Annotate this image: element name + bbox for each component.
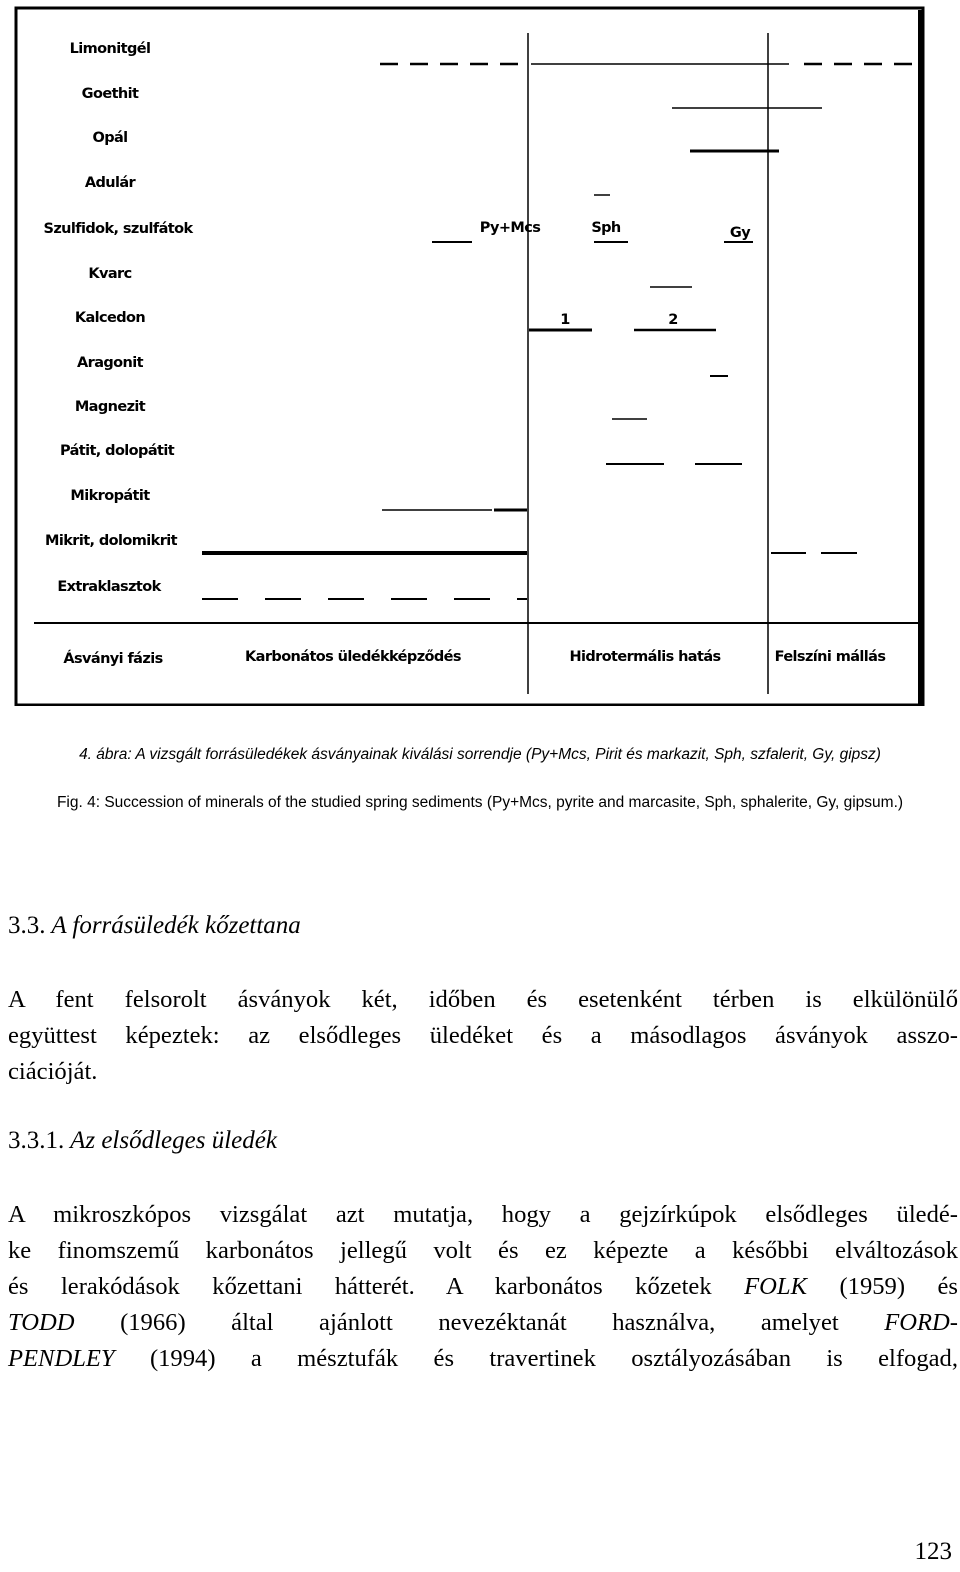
phase-label-patit: Pátit, dolopátit [59, 443, 175, 459]
figure-caption-hungarian: 4. ábra: A vizsgált forrásüledékek ásványainak kiválási sorrendje (Py+Mcs, Pirit és markazit, Sph, szfalerit, Gy, gipsz) [79, 746, 881, 763]
paragraph-line [8, 1305, 958, 1341]
section-paragraph [8, 982, 958, 1090]
section-title: A forrásüledék kőzettana [51, 912, 301, 939]
phase-label-szulfidok: Szulfidok, szulfátok [43, 221, 193, 237]
label-gy: Gy [729, 225, 751, 241]
label-2: 2 [668, 312, 678, 328]
subsection-heading [8, 1127, 277, 1155]
citation-folk: FOLK [744, 1273, 807, 1300]
paragraph-line: A mikroszkópos vizsgálat azt mutatja, hogy a gejzírkúpok elsődleges üledé- [8, 1201, 958, 1228]
phase-label-kvarc: Kvarc [88, 266, 132, 282]
stage-label-hidrotermalis: Hidrotermális hatás [569, 649, 721, 665]
subsection-title: Az elsődleges üledék [70, 1127, 277, 1154]
section-heading [8, 912, 301, 940]
text-run: és lerakódások kőzettani hátterét. A karbonátos kőzetek [8, 1273, 745, 1300]
phase-label-aragonit: Aragonit [77, 355, 143, 371]
figure-caption-english: Fig. 4: Succession of minerals of the studied spring sediments (Py+Mcs, pyrite and marcasite, Sph, sphalerite, Gy, gipsum.) [56, 794, 904, 811]
label-sph: Sph [591, 220, 621, 236]
paragraph-line: együttest képeztek: az elsődleges üledéket és a másodlagos ásványok asszo- [8, 1022, 958, 1049]
phase-label-extraklasztok: Extraklasztok [57, 579, 161, 595]
subsection-paragraph [8, 1197, 958, 1377]
range-bars [202, 64, 914, 599]
section-number: 3.3. [8, 912, 46, 939]
paragraph-line: A fent felsorolt ásványok két, időben és esetenként térben is elkülönülő [8, 986, 958, 1013]
paragraph-line [8, 1269, 958, 1305]
stage-label-karbonatos: Karbonátos üledékképződés [245, 649, 461, 665]
mineral-succession-figure [14, 6, 926, 706]
header-phase-label: Ásványi fázis [63, 651, 163, 667]
phase-label-adular: Adulár [84, 175, 136, 191]
text-run: (1959) és [806, 1273, 958, 1300]
phase-label-goethit: Goethit [81, 86, 139, 102]
text-run: (1994) a mésztufák és travertinek osztályozásában is elfogad, [114, 1345, 958, 1372]
stage-label-felszini: Felszíni mállás [774, 649, 886, 665]
page-number: 123 [914, 1538, 952, 1565]
paragraph-line [8, 1341, 958, 1377]
figure-frame [16, 8, 923, 705]
phase-label-kalcedon: Kalcedon [74, 310, 146, 326]
paragraph-line: ciációját. [8, 1058, 98, 1085]
label-py-mcs: Py+Mcs [479, 220, 541, 236]
phase-label-mikrit: Mikrit, dolomikrit [45, 533, 177, 549]
phase-label-limonitgel: Limonitgél [69, 41, 151, 57]
subsection-number: 3.3.1. [8, 1127, 65, 1154]
phase-label-magnezit: Magnezit [74, 399, 146, 415]
phase-label-mikropatit: Mikropátit [70, 488, 150, 504]
paragraph-line: ke finomszemű karbonátos jellegű volt és ez képezte a későbbi elváltozások [8, 1237, 958, 1264]
citation-todd: TODD [8, 1309, 75, 1336]
citation-ford: FORD- [884, 1309, 958, 1336]
citation-pendley: PENDLEY [8, 1345, 115, 1372]
label-1: 1 [560, 312, 570, 328]
text-run: (1966) által ajánlott nevezéktanát használva, amelyet [74, 1309, 885, 1336]
phase-label-opal: Opál [92, 130, 128, 146]
